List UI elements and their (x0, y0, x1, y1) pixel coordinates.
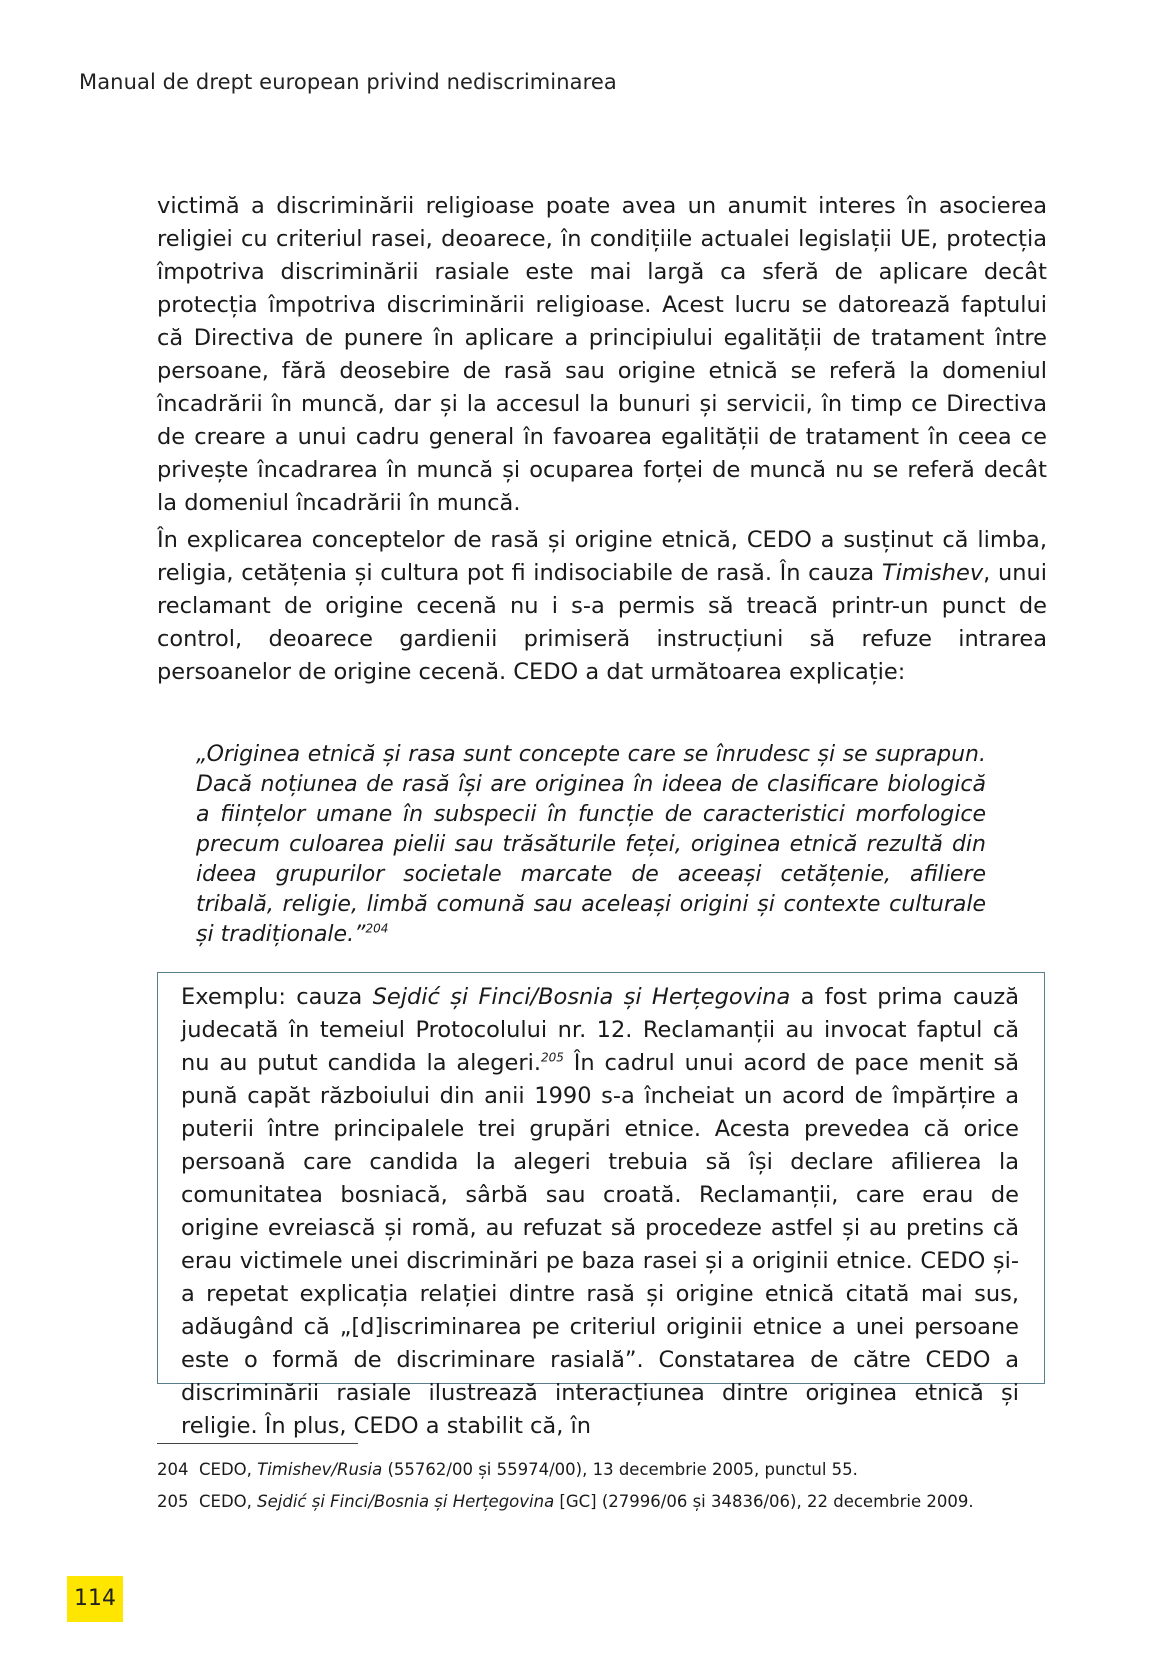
paragraph-1-text: victimă a discriminării religioase poate avea un anumit interes în asocierea religiei cu criteriul rasei, deoarece, în condițiile actualei legislații UE, protecția împotriva discriminării rasiale este mai largă ca sferă de aplicare decât protecția împotriva discriminării religioase. Acest lucru se datorează faptului că Directiva de punere în aplicare a principiului egalității de tratament între persoane, fără deosebire de rasă sau origine etnică se referă la domeniul încadrării în muncă, dar și la accesul la bunuri și servicii, în timp ce Directiva de creare a unui cadru general în favoarea egalității de tratament în ceea ce privește încadrarea în muncă și ocuparea forței de muncă nu se referă decât la domeniul încadrării în muncă. (157, 193, 1047, 516)
paragraph-2 (157, 524, 1047, 689)
footnote-number: 205 (157, 1492, 189, 1511)
footnote-rest: (55762/00 și 55974/00), 13 decembrie 2005, punctul 55. (382, 1460, 858, 1479)
footnote-ref-204[interactable]: 204 (365, 921, 389, 936)
footnote-case: Sejdić și Finci/Bosnia și Herțegovina (257, 1492, 555, 1511)
paragraph-2-before: În explicarea conceptelor de rasă și origine etnică, CEDO a susținut că limba, religia, cetățenia și cultura pot fi indisociabile de rasă. În cauza (157, 527, 1047, 586)
quote-text: „Originea etnică și rasa sunt concepte care se înrudesc și se suprapun. Dacă noțiunea de rasă își are originea în ideea de clasificare biologică a ființelor umane în subspecii în funcție de caracteristici morfologice precum culoarea pielii sau trăsăturile feței, originea etnică rezultă din ideea grupurilor societale marcate de aceeași cetățenie, afiliere tribală, religie, limbă comună sau aceleași origini și contexte culturale și tradiționale.” (196, 742, 986, 947)
footnote-court: CEDO, (199, 1460, 258, 1479)
example-text-2: În cadrul unui acord de pace menit să pună capăt războiului din anii 1990 s-a încheiat un acord de împărțire a puterii între principalele trei grupări etnice. Acesta prevedea că orice persoană care candida la alegeri trebuia să își declare afilierea la comunitatea bosniacă, sârbă sau croată. Reclamanții, care erau de origine evreiască și romă, au refuzat să procedeze astfel și au pretins că erau victimele unei discriminări pe baza rasei și a originii etnice. CEDO și-a repetat explicația relației dintre rasă și origine etnică citată mai sus, adăugând că „[d]iscriminarea pe criteriul originii etnice a unei persoane este o formă de discriminare rasială”. Constatarea de către CEDO a discriminării rasiale ilustrează interacțiunea dintre originea etnică și religie. În plus, CEDO a stabilit că, în (181, 1050, 1020, 1439)
example-box (157, 972, 1045, 1439)
footnote-205 (157, 1490, 1057, 1514)
footnote-court: CEDO, (199, 1492, 258, 1511)
footnote-number: 204 (157, 1460, 189, 1479)
footnote-divider (157, 1443, 358, 1444)
paragraph-2-text (157, 524, 1047, 689)
case-name-timishev: Timishev (881, 560, 984, 586)
footnote-204 (157, 1458, 1057, 1482)
example-case-name: Sejdić și Finci/Bosnia și Herțegovina (372, 984, 791, 1010)
example-lead: Exemplu: cauza (181, 984, 373, 1010)
page-number: 114 (67, 1576, 123, 1622)
example-text (181, 981, 1019, 1443)
footnote-rest: [GC] (27996/06 și 34836/06), 22 decembrie 2009. (554, 1492, 974, 1511)
running-header: Manual de drept european privind nediscriminarea (79, 70, 617, 94)
footnote-ref-205[interactable]: 205 (541, 1050, 564, 1065)
example-text-1: a fost prima cauză judecată în temeiul Protocolului nr. 12. Reclamanții au invocat faptul că nu au putut candida la alegeri. (181, 984, 1019, 1076)
paragraph-1 (157, 190, 1047, 520)
footnote-case: Timishev/Rusia (257, 1460, 383, 1479)
block-quote (196, 740, 986, 950)
paragraph-2-after: , unui reclamant de origine cecenă nu i s-a permis să treacă printr-un punct de control, deoarece gardienii primiseră instrucțiuni să refuze intrarea persoanelor de origine cecenă. CEDO a dat următoarea explicație: (157, 560, 1047, 685)
